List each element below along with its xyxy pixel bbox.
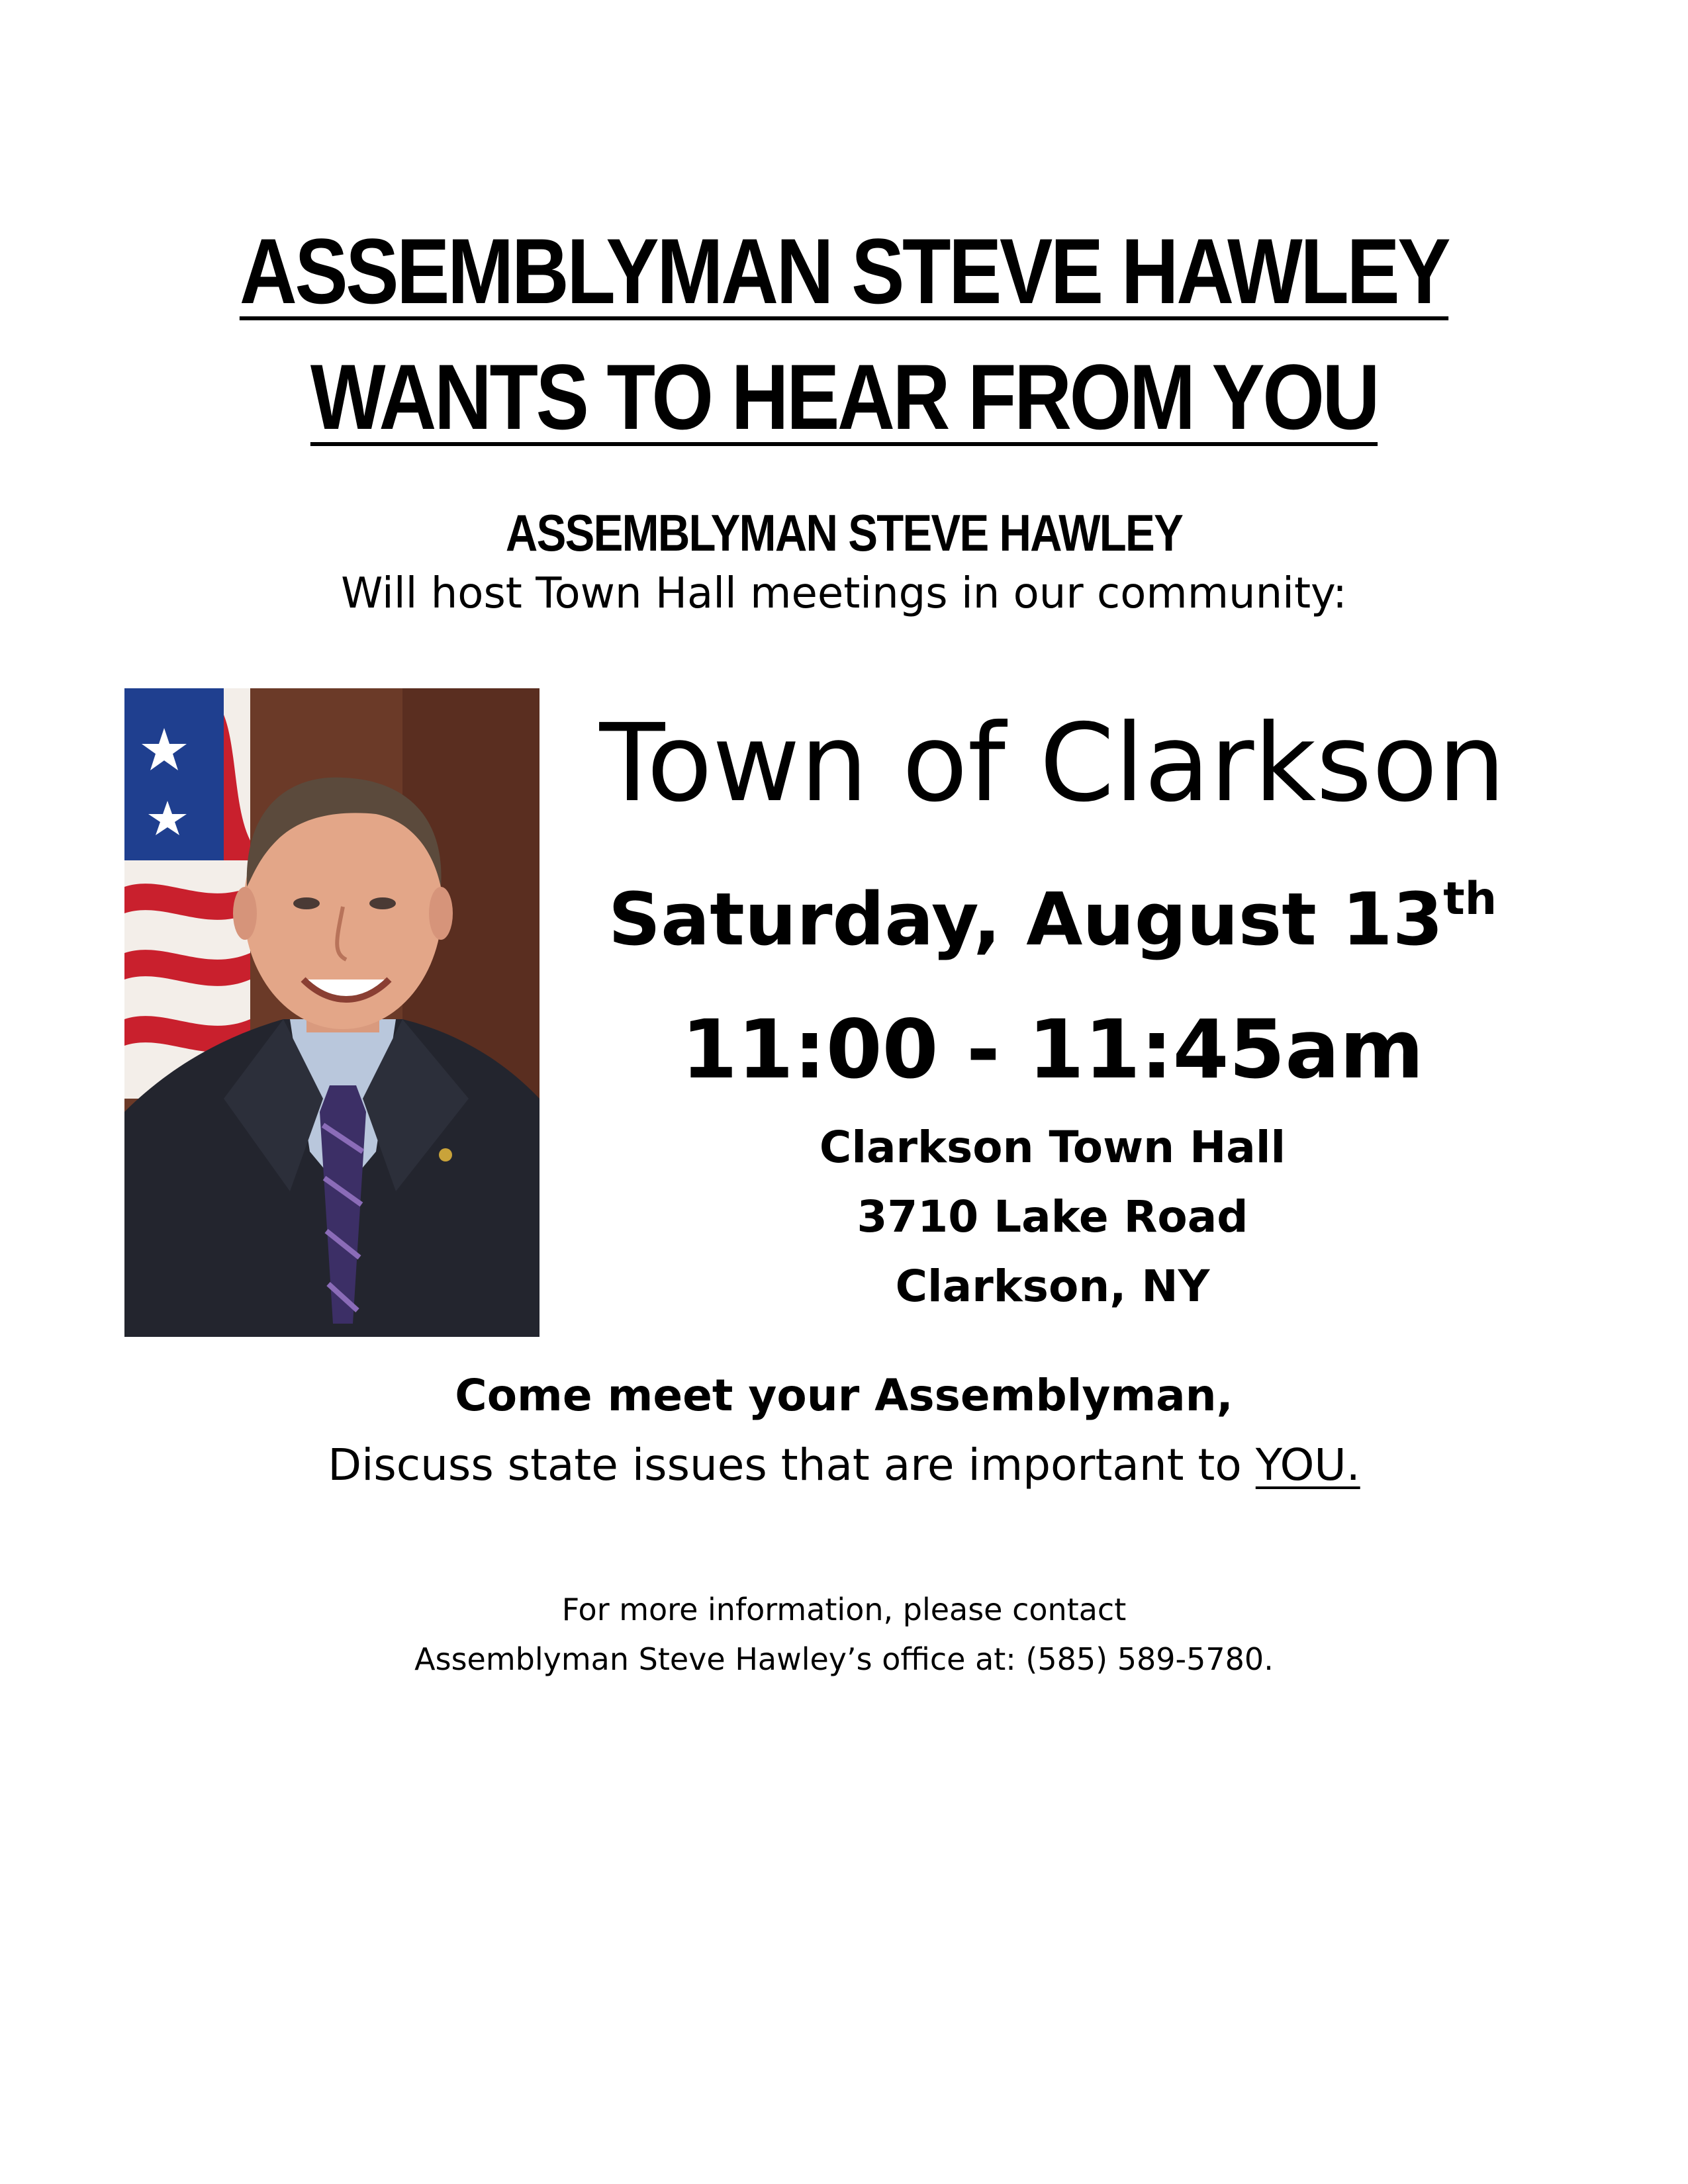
headline-line-2-text: WANTS TO HEAR FROM YOU bbox=[310, 345, 1378, 449]
event-time: 11:00 - 11:45am bbox=[681, 1003, 1424, 1097]
event-venue: Clarkson Town Hall bbox=[819, 1122, 1286, 1173]
event-town: Town of Clarkson bbox=[599, 702, 1506, 826]
host-intro: Will host Town Hall meetings in our community: bbox=[341, 569, 1347, 618]
cta-emphasis: YOU. bbox=[1255, 1439, 1360, 1490]
host-name: ASSEMBLYMAN STEVE HAWLEY bbox=[505, 504, 1183, 562]
event-city: Clarkson, NY bbox=[895, 1261, 1210, 1312]
cta-line-1: Come meet your Assemblyman, bbox=[455, 1370, 1233, 1421]
event-date-suffix: th bbox=[1443, 873, 1497, 925]
headline-line-1 bbox=[118, 219, 1570, 323]
assemblyman-portrait-photo bbox=[124, 688, 539, 1337]
cta-line-2-text: Discuss state issues that are important to bbox=[328, 1439, 1256, 1490]
cta-line-2 bbox=[0, 1439, 1688, 1490]
event-date-text: Saturday, August 13 bbox=[608, 877, 1444, 962]
headline-line-2 bbox=[118, 345, 1570, 449]
event-street: 3710 Lake Road bbox=[857, 1191, 1248, 1242]
headline-line-1-text: ASSEMBLYMAN STEVE HAWLEY bbox=[239, 219, 1449, 323]
american-flag-icon bbox=[124, 688, 250, 1099]
contact-line-2: Assemblyman Steve Hawley’s office at: (585) 589-5780. bbox=[414, 1641, 1274, 1677]
contact-line-1: For more information, please contact bbox=[561, 1592, 1127, 1627]
event-date bbox=[583, 873, 1523, 962]
